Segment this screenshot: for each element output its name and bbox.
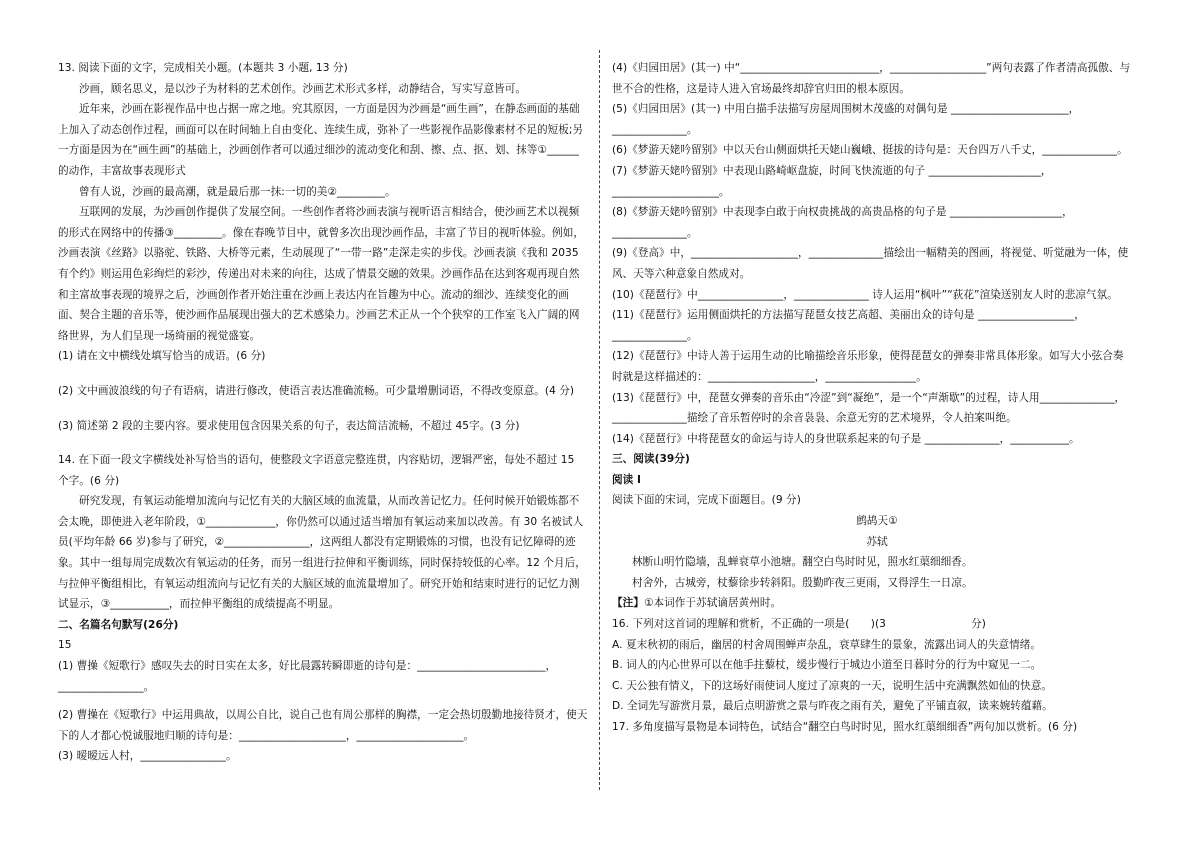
q15-item-2: (2) 曹操在《短歌行》中运用典故，以周公自比，说自己也有周公那样的胸襟，一定会热切殷勤地接待贤才，使天下的人才都心悦诚服地归顺的诗句是：____________________，____________________。 [58,709,588,742]
q15-item-5: (5)《归园田居》(其一) 中用白描手法描写房屋周围树木茂盛的对偶句是 ______________________，______________。 [612,103,1080,136]
column-divider [599,50,600,790]
q15-item-9: (9)《登高》中，____________________，______________描绘出一幅精美的图画，将视觉、听觉融为一体，使风、天等六种意象自然成对。 [612,247,1129,280]
note-text: ①本词作于苏轼谪居黄州时。 [643,597,782,610]
poem-line-2: 村舍外，古城旁，杖藜徐步转斜阳。殷勤昨夜三更雨，又得浮生一日凉。 [632,576,973,589]
poem-author: 苏轼 [866,535,888,548]
poem-line-1: 林断山明竹隐墙，乱蝉衰草小池塘。翻空白鸟时时见，照水红蕖细细香。 [632,556,973,569]
poem-note [612,593,1132,614]
q14-text: 研究发现，有氧运动能增加流向与记忆有关的大脑区域的血流量，从而改善记忆力。任何时候开始锻炼都不会太晚，即使进入老年阶段，①_____________，你仍然可以通过适当增加有氧运动来加以改善。有 30 名被试人员(平均年龄 66 岁)参与了研究，②________________，这两组人都没有定期锻炼的习惯，也没有记忆障碍的迹象。其中一组每周完成数次有氧运动的任务，而另一组进行拉伸和平衡训练，同时保持较低的心率。12 个月后，与拉伸平衡组相比，有氧运动组流向与记忆有关的大脑区域的血流量增加了。研究开始和结束时进行的记忆力测试显示，③___________，而拉伸平衡组的成绩提高不明显。 [58,495,586,611]
q15-item-7: (7)《梦游天姥吟留别》中表现山路崎岖盘旋，时间飞快流逝的句子 _____________________，____________________。 [612,164,1052,198]
section-2-heading: 二、名篇名句默写(26分) [58,618,179,631]
reading-intro: 阅读下面的宋词，完成下面题目。(9 分) [612,494,801,507]
q16-option-d: D. 全词先写游赏月景，最后点明游赏之景与昨夜之雨有关，避免了平铺直叙，读来婉转蕴藉。 [612,700,1053,713]
q15-item-14: (14)《琵琶行》中将琵琶女的命运与诗人的身世联系起来的句子是 ______________，___________。 [612,432,1080,445]
q16-option-c: C. 天公独有情义，下的这场好雨使词人度过了凉爽的一天，说明生活中充满飘然如仙的快意。 [612,679,1053,692]
passage-paragraph-4: 互联网的发展，为沙画创作提供了发展空间。一些创作者将沙画表演与视听语言相结合，使沙画艺术以视频的形式在网络中的传播③_________。像在春晚节目中，就曾多次出现沙画作品，丰富了节目的视听体验。例如，沙画表演《丝路》以骆驼、铁路、大桥等元素，生动展现了“一带一路”走深走实的步伐。沙画表演《我和 2035 有个约》则运用色彩绚烂的彩沙，传递出对未来的向往，达成了情景交融的效果。沙画作品在达到客观再现自然和主富故事表现的境界之后，沙画创作者开始注重在沙画上表达内在旨趣为中心。流动的细沙、连续变化的画面、契合主题的音乐等，使沙画作品展现出强大的艺术感染力。沙画艺术正从一个个狭窄的工作室飞入广阔的网络世界，为人们呈现一场绮丽的视觉盛宴。 [58,206,584,342]
passage-paragraph-3: 曾有人说，沙画的最高潮，就是最后那一抹:一切的美②_________。 [79,185,396,198]
passage-paragraph-1: 沙画，顾名思义，是以沙子为材料的艺术创作。沙画艺术形式多样，动静结合，写实写意皆可。 [79,82,527,95]
q15-item-1: (1) 曹操《短歌行》感叹失去的时日实在太多，好比晨露转瞬即逝的诗句是：________________________，________________。 [58,660,557,693]
q17-question: 17. 多角度描写景物是本词特色，试结合“翻空白鸟时时见，照水红蕖细细香”两句加以赏析。(6 分) [612,721,1078,733]
q15-item-11: (11)《琵琶行》运用侧面烘托的方法描写琵琶女技艺高超、美丽出众的诗句是 __________________，______________。 [612,309,1085,342]
q15-item-8: (8)《梦游天姥吟留别》中表现李白敢于向权贵挑战的高贵品格的句子是 _____________________，______________。 [612,206,1073,239]
q15-item-4: (4)《归园田居》(其一) 中“__________________________，__________________”两句表露了作者清高孤傲、与世不合的性格，这是诗人进入官场最终却辞官归田的根本原因。 [612,62,1131,95]
q15-item-13: (13)《琵琶行》中，琵琶女弹奏的音乐由“冷涩”到“凝绝”，是一个“声渐歇”的过程，诗人用______________，______________描绘了音乐暂停时的余音袅袅、余意无穷的艺术境界，令人拍案叫绝。 [612,391,1126,425]
q13-subquestion-3: (3) 简述第 2 段的主要内容。要求使用包含因果关系的句子，表达简洁流畅，不超过 45字。(3 分) [58,419,520,432]
left-column [58,58,588,767]
poem-title: 鹧鸪天① [856,515,898,528]
q14-header: 14. 在下面一段文字横线处补写恰当的语句，使整段文字语意完整连贯，内容贴切，逻辑严密，每处不超过 15 个字。(6 分) [58,454,575,487]
reading-1-label: 阅读 I [612,473,642,486]
q15-item-6: (6)《梦游天姥吟留别》中以天台山侧面烘托天姥山巍峨、挺拔的诗句是：天台四万八千丈，______________。 [612,144,1128,157]
q13-subquestion-1: (1) 请在文中横线处填写恰当的成语。(6 分) [58,350,266,363]
q15-item-10: (10)《琵琶行》中________________，______________ 诗人运用“枫叶”“荻花”渲染送别友人时的悲凉气氛。 [612,288,1118,301]
right-column [612,58,1132,738]
q16-option-a: A. 夏末秋初的雨后，幽居的村舍周围蝉声杂乱，衰草肆生的景象，流露出词人的失意情绪。 [612,638,1042,651]
q16-header: 16. 下列对这首词的理解和赏析，不正确的一项是( )(3 分) [612,618,986,631]
q13-subquestion-2: (2) 文中画波浪线的句子有语病，请进行修改，使语言表达准确流畅。可少量增删词语，不得改变原意。(4 分) [58,384,575,397]
passage-paragraph-2: 近年来，沙画在影视作品中也占据一席之地。究其原因，一方面是因为沙画是“画生画”，在静态画面的基础上加入了动态创作过程，画面可以在时间轴上自由变化、连续生成，弥补了一些影视作品影像素材不足的短板;另一方面是因为在“画生画”的基础上，沙画创作者可以通过细沙的流动变化和刮、擦、点、抠、划、抹等①______的动作，丰富故事表现形式 [58,103,584,177]
q15-number: 15 [58,639,72,652]
note-label: 【注】 [612,597,644,610]
q15-item-12: (12)《琵琶行》中诗人善于运用生动的比喻描绘音乐形象，使得琵琶女的弹奏非常具体形象。如写大小弦合奏时就是这样描述的：____________________，_________________。 [612,350,1124,383]
q13-header: 13. 阅读下面的文字，完成相关小题。(本题共 3 小题, 13 分) [58,62,348,74]
q15-item-3: (3) 暧暧远人村，________________。 [58,750,237,763]
q16-option-b: B. 词人的内心世界可以在他手拄藜杖，缓步慢行于城边小道至日暮时分的行为中窥见一二。 [612,659,1042,672]
section-3-heading: 三、阅读(39分) [612,453,690,466]
